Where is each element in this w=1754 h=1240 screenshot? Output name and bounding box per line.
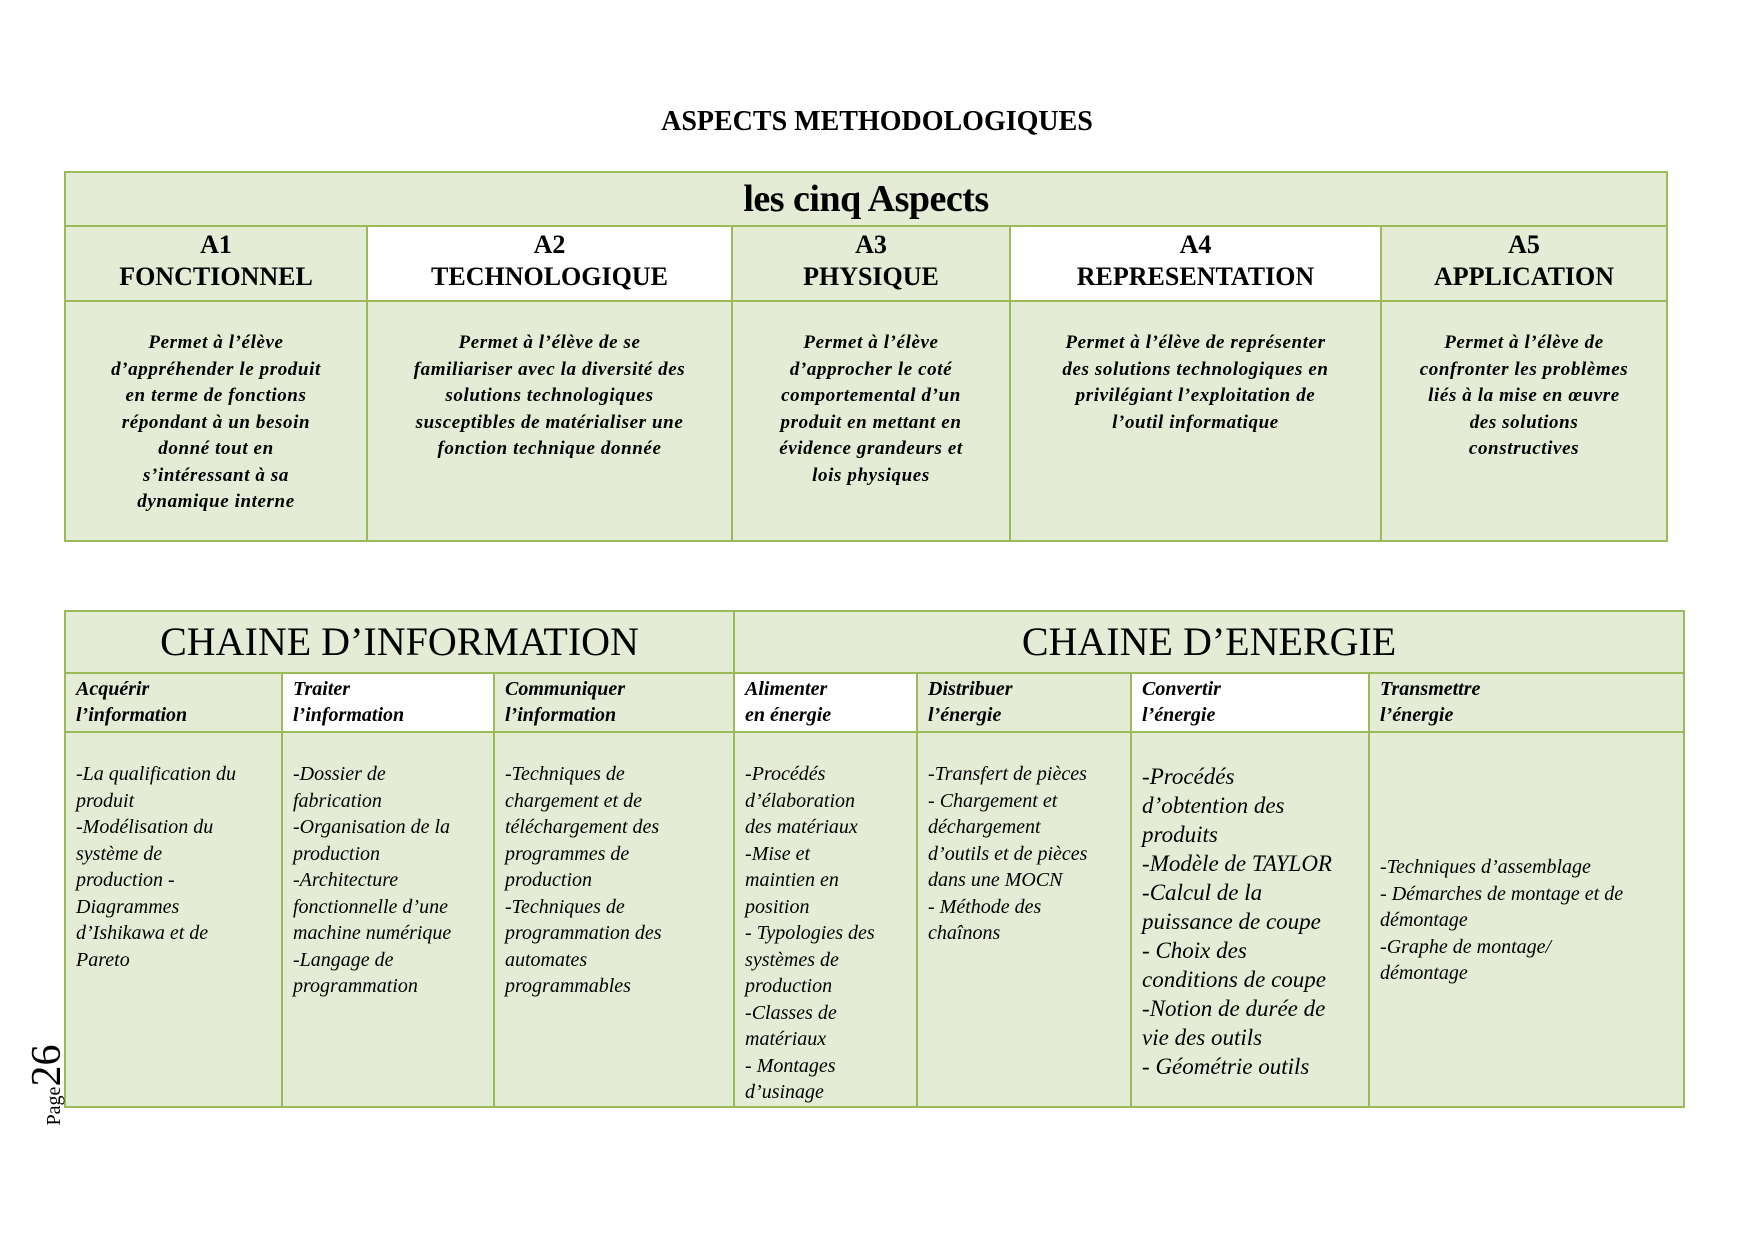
function-header: Transmettre l’énergie	[1369, 673, 1684, 732]
function-header: Distribuer l’énergie	[917, 673, 1131, 732]
aspect-description-a4: Permet à l’élève de représenter des solutions technologiques en privilégiant l’exploitation de l’outil informatique	[1010, 301, 1381, 541]
page-label: Page	[43, 1086, 65, 1126]
function-content: -Procédés d’élaboration des matériaux -Mise et maintien en position - Typologies des systèmes de production -Classes de matériaux - Montages d’usinage	[734, 732, 917, 1107]
aspect-description-a3: Permet à l’élève d’approcher le coté comportemental d’un produit en mettant en évidence grandeurs et lois physiques	[732, 301, 1010, 541]
aspect-code: A2	[533, 230, 566, 259]
aspect-name: FONCTIONNEL	[119, 262, 313, 291]
aspect-code: A1	[200, 230, 232, 259]
function-header: Convertir l’énergie	[1131, 673, 1369, 732]
aspect-header-a5	[1381, 226, 1667, 301]
aspect-code: A5	[1508, 230, 1540, 259]
aspect-code: A3	[855, 230, 887, 259]
aspect-name: REPRESENTATION	[1076, 262, 1315, 291]
aspect-description-a2: Permet à l’élève de se familiariser avec la diversité des solutions technologiques susceptibles de matérialiser une fonction technique donnée	[367, 301, 732, 541]
function-content: -Dossier de fabrication -Organisation de la production -Architecture fonctionnelle d’une machine numérique -Langage de programmation	[282, 732, 494, 1107]
function-header: Acquérir l’information	[65, 673, 282, 732]
aspect-code: A4	[1179, 230, 1212, 259]
aspect-name: APPLICATION	[1433, 262, 1615, 291]
page-number	[22, 1030, 72, 1140]
function-content: -La qualification du produit -Modélisation du système de production - Diagrammes d’Ishikawa et de Pareto	[65, 732, 282, 1107]
aspect-header-a3	[732, 226, 1010, 301]
aspect-header-a4	[1010, 226, 1381, 301]
aspect-description-a1: Permet à l’élève d’appréhender le produit en terme de fonctions répondant à un besoin donné tout en s’intéressant à sa dynamique interne	[65, 301, 367, 541]
function-header: Alimenter en énergie	[734, 673, 917, 732]
function-header: Traiter l’information	[282, 673, 494, 732]
function-content: -Transfert de pièces - Chargement et déchargement d’outils et de pièces dans une MOCN - Méthode des chaînons	[917, 732, 1131, 1107]
function-content: -Procédés d’obtention des produits -Modèle de TAYLOR -Calcul de la puissance de coupe - Choix des conditions de coupe -Notion de durée de vie des outils - Géométrie outils	[1131, 732, 1369, 1107]
aspect-header-a1	[65, 226, 367, 301]
document-title: ASPECTS METHODOLOGIQUES	[661, 106, 1093, 137]
aspect-name: PHYSIQUE	[803, 262, 939, 291]
aspect-name: TECHNOLOGIQUE	[431, 262, 668, 291]
function-content: -Techniques de chargement et de téléchargement des programmes de production -Techniques de programmation des automates programmables	[494, 732, 734, 1107]
aspect-description-a5: Permet à l’élève de confronter les problèmes liés à la mise en œuvre des solutions constructives	[1381, 301, 1667, 541]
aspect-header-a2	[367, 226, 732, 301]
energy-chain-title: CHAINE D’ENERGIE	[734, 611, 1684, 673]
information-chain-title: CHAINE D’INFORMATION	[65, 611, 734, 673]
function-content: -Techniques d’assemblage - Démarches de montage et de démontage -Graphe de montage/ démontage	[1369, 732, 1684, 1107]
page-number-value: 26	[24, 1044, 70, 1087]
aspects-title: les cinq Aspects	[65, 172, 1667, 226]
aspects-table	[64, 171, 1668, 542]
function-header: Communiquer l’information	[494, 673, 734, 732]
chains-table	[64, 610, 1685, 1108]
